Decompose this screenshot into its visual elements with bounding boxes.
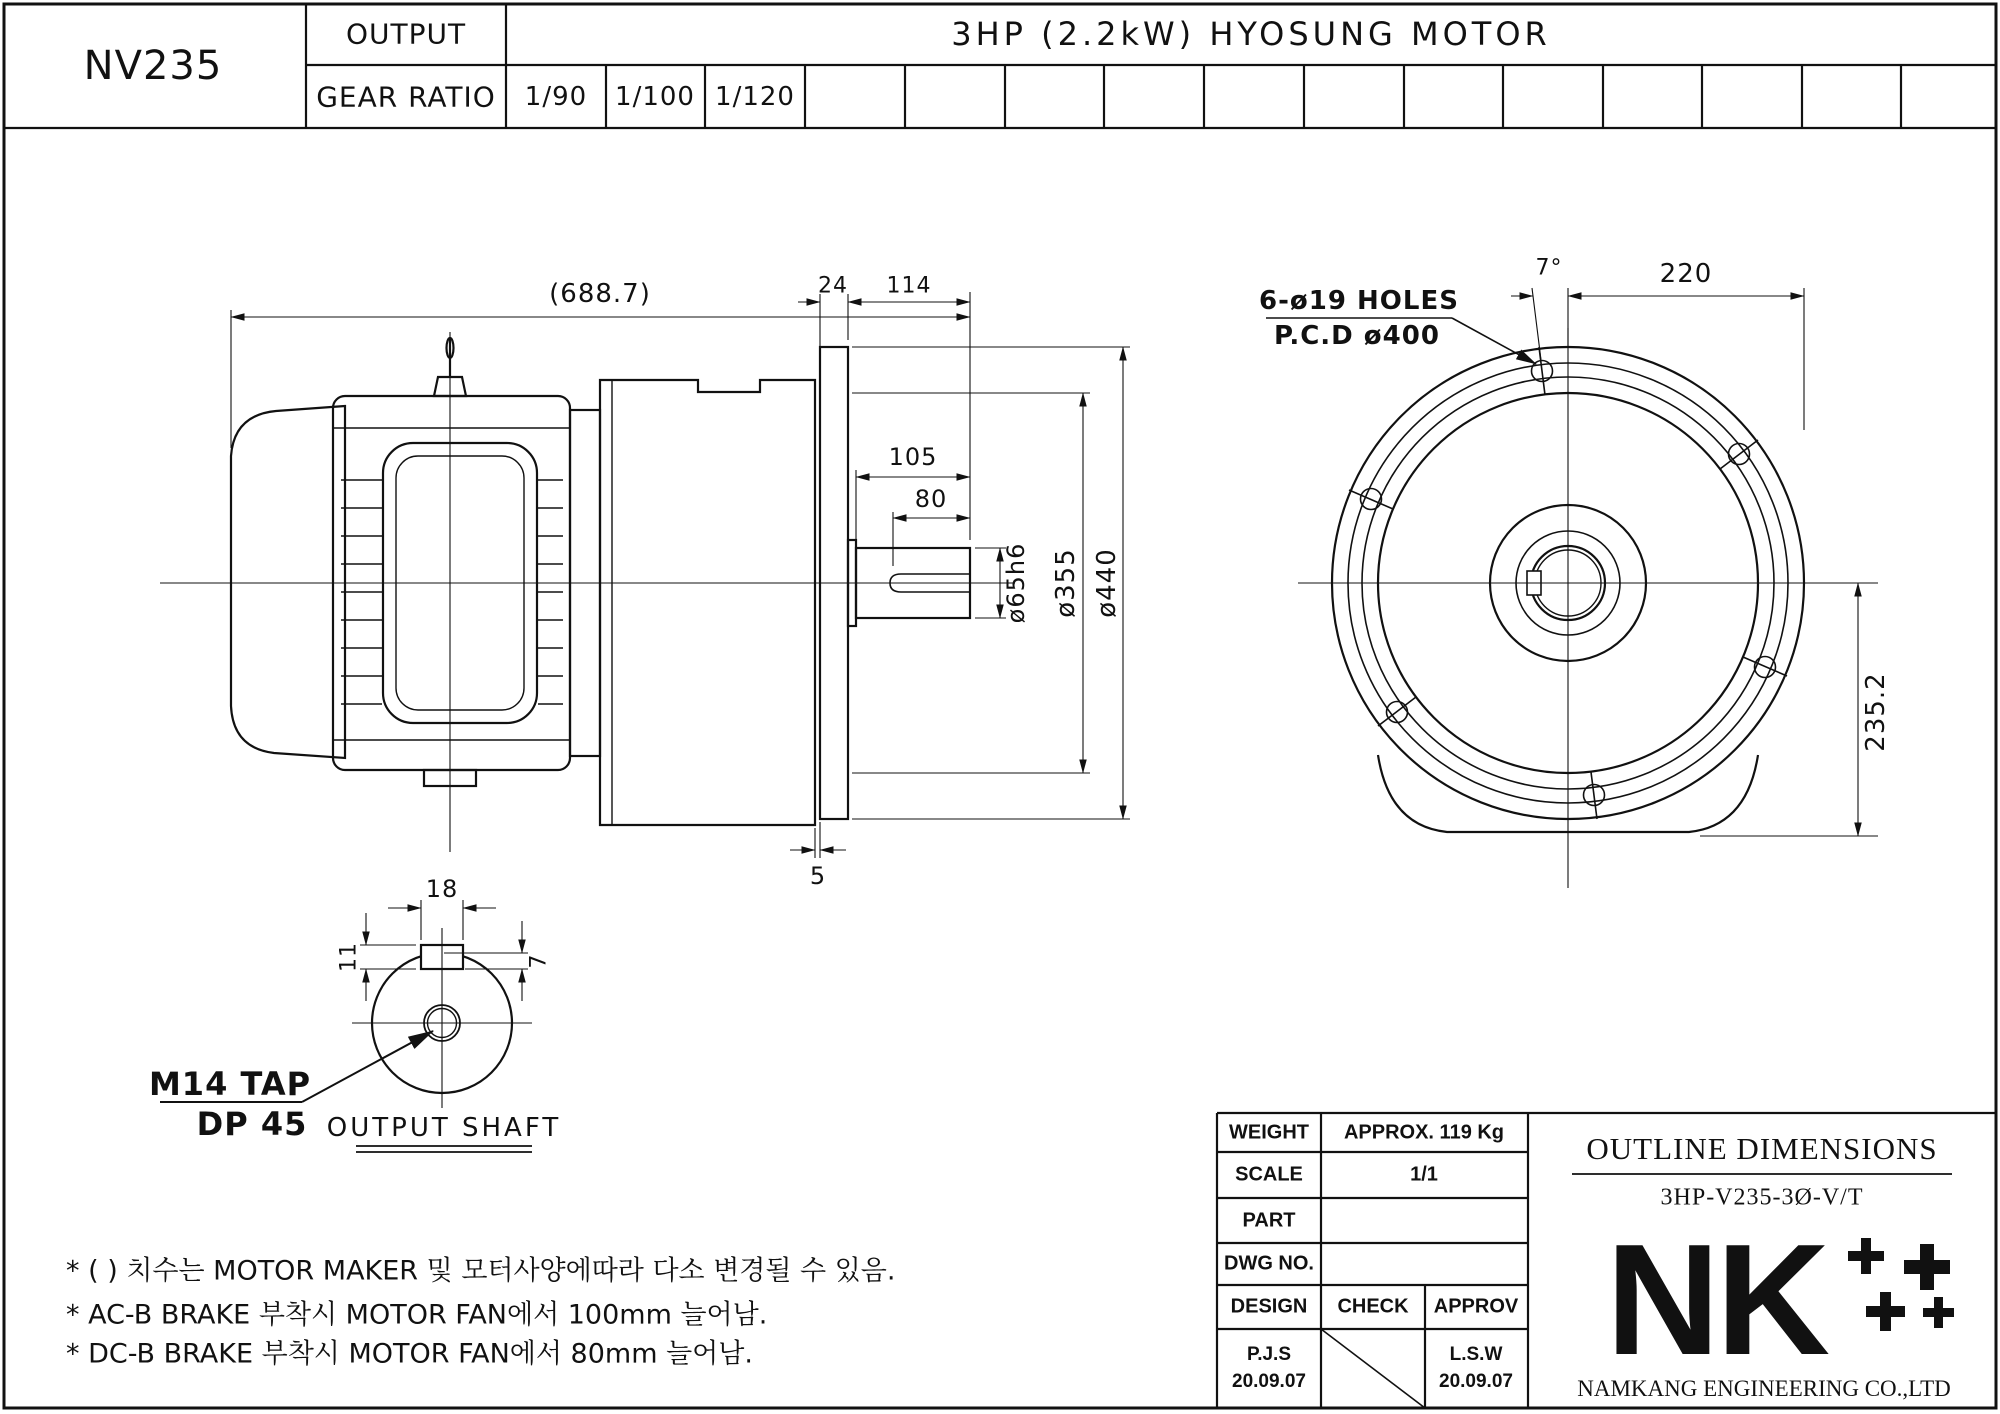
dim-114: 114 [886,273,932,299]
note-line: * AC-B BRAKE 부착시 MOTOR FAN에서 100mm 늘어남. [66,1299,768,1331]
design-sign: P.J.S [1246,1344,1292,1365]
dim-7: 7 [526,953,552,969]
shaft-detail-caption: OUTPUT SHAFT [326,1113,562,1143]
gear-ratio-cell: 1/120 [715,82,795,112]
dim-pilot-dia: ø355 [1051,548,1081,618]
holes-label-line2: P.C.D ø400 [1274,321,1440,351]
weight-label: WEIGHT [1229,1121,1309,1144]
company-name: NAMKANG ENGINEERING CO.,LTD [1577,1376,1951,1401]
nk-logo-plus-cluster [1848,1238,1954,1331]
design-label: DESIGN [1230,1295,1308,1318]
side-view-motor [231,338,600,786]
dwg-no-label: DWG NO. [1224,1252,1314,1275]
approv-sign: L.S.W [1449,1344,1503,1365]
dim-18: 18 [425,875,459,903]
dim-80: 80 [914,485,948,513]
side-view-dimensions [231,292,1130,858]
output-label: OUTPUT [345,17,467,51]
note-line: * DC-B BRAKE 부착시 MOTOR FAN에서 80mm 늘어남. [66,1338,753,1370]
dim-220: 220 [1659,259,1713,289]
gearbox-body [600,380,815,825]
nk-logo: NK [1605,1212,1827,1388]
side-view-gearbox [600,347,970,825]
scale-value: 1/1 [1410,1163,1438,1186]
dim-11: 11 [336,942,362,972]
dim-overall-length: (688.7) [549,279,651,309]
approv-date: 20.09.07 [1439,1371,1513,1392]
holes-label-line1: 6-ø19 HOLES [1259,286,1459,316]
weight-value: APPROX. 119 Kg [1343,1121,1505,1144]
design-date: 20.09.07 [1232,1371,1306,1392]
approv-label: APPROV [1433,1295,1519,1318]
cooling-fins [341,480,563,704]
tap-label-line1: M14 TAP [148,1065,312,1103]
dim-24: 24 [818,273,848,299]
gear-ratio-label: GEAR RATIO [316,80,496,114]
dim-7deg: 7° [1535,255,1563,281]
note-line: * ( ) 치수는 MOTOR MAKER 및 모터사양에따라 다소 변경될 수 있음. [66,1255,896,1287]
dim-flange-dia: ø440 [1092,548,1122,618]
tap-label-line2: DP 45 [196,1105,308,1143]
scale-label: SCALE [1235,1163,1303,1186]
fan-cover [231,406,345,758]
dim-shaft-dia: ø65h6 [1002,542,1030,624]
dim-235-2: 235.2 [1861,672,1891,752]
doc-subtitle: 3HP-V235-3Ø-V/T [1660,1184,1864,1211]
dim-105: 105 [888,443,938,471]
model-number: NV235 [83,43,223,89]
gear-ratio-cell: 1/100 [615,82,695,112]
check-label: CHECK [1337,1295,1409,1318]
part-label: PART [1242,1209,1296,1232]
doc-title: OUTLINE DIMENSIONS [1586,1131,1938,1166]
gear-ratio-cell: 1/90 [524,82,588,112]
dim-5: 5 [809,862,827,890]
motor-title: 3HP (2.2kW) HYOSUNG MOTOR [951,15,1551,53]
